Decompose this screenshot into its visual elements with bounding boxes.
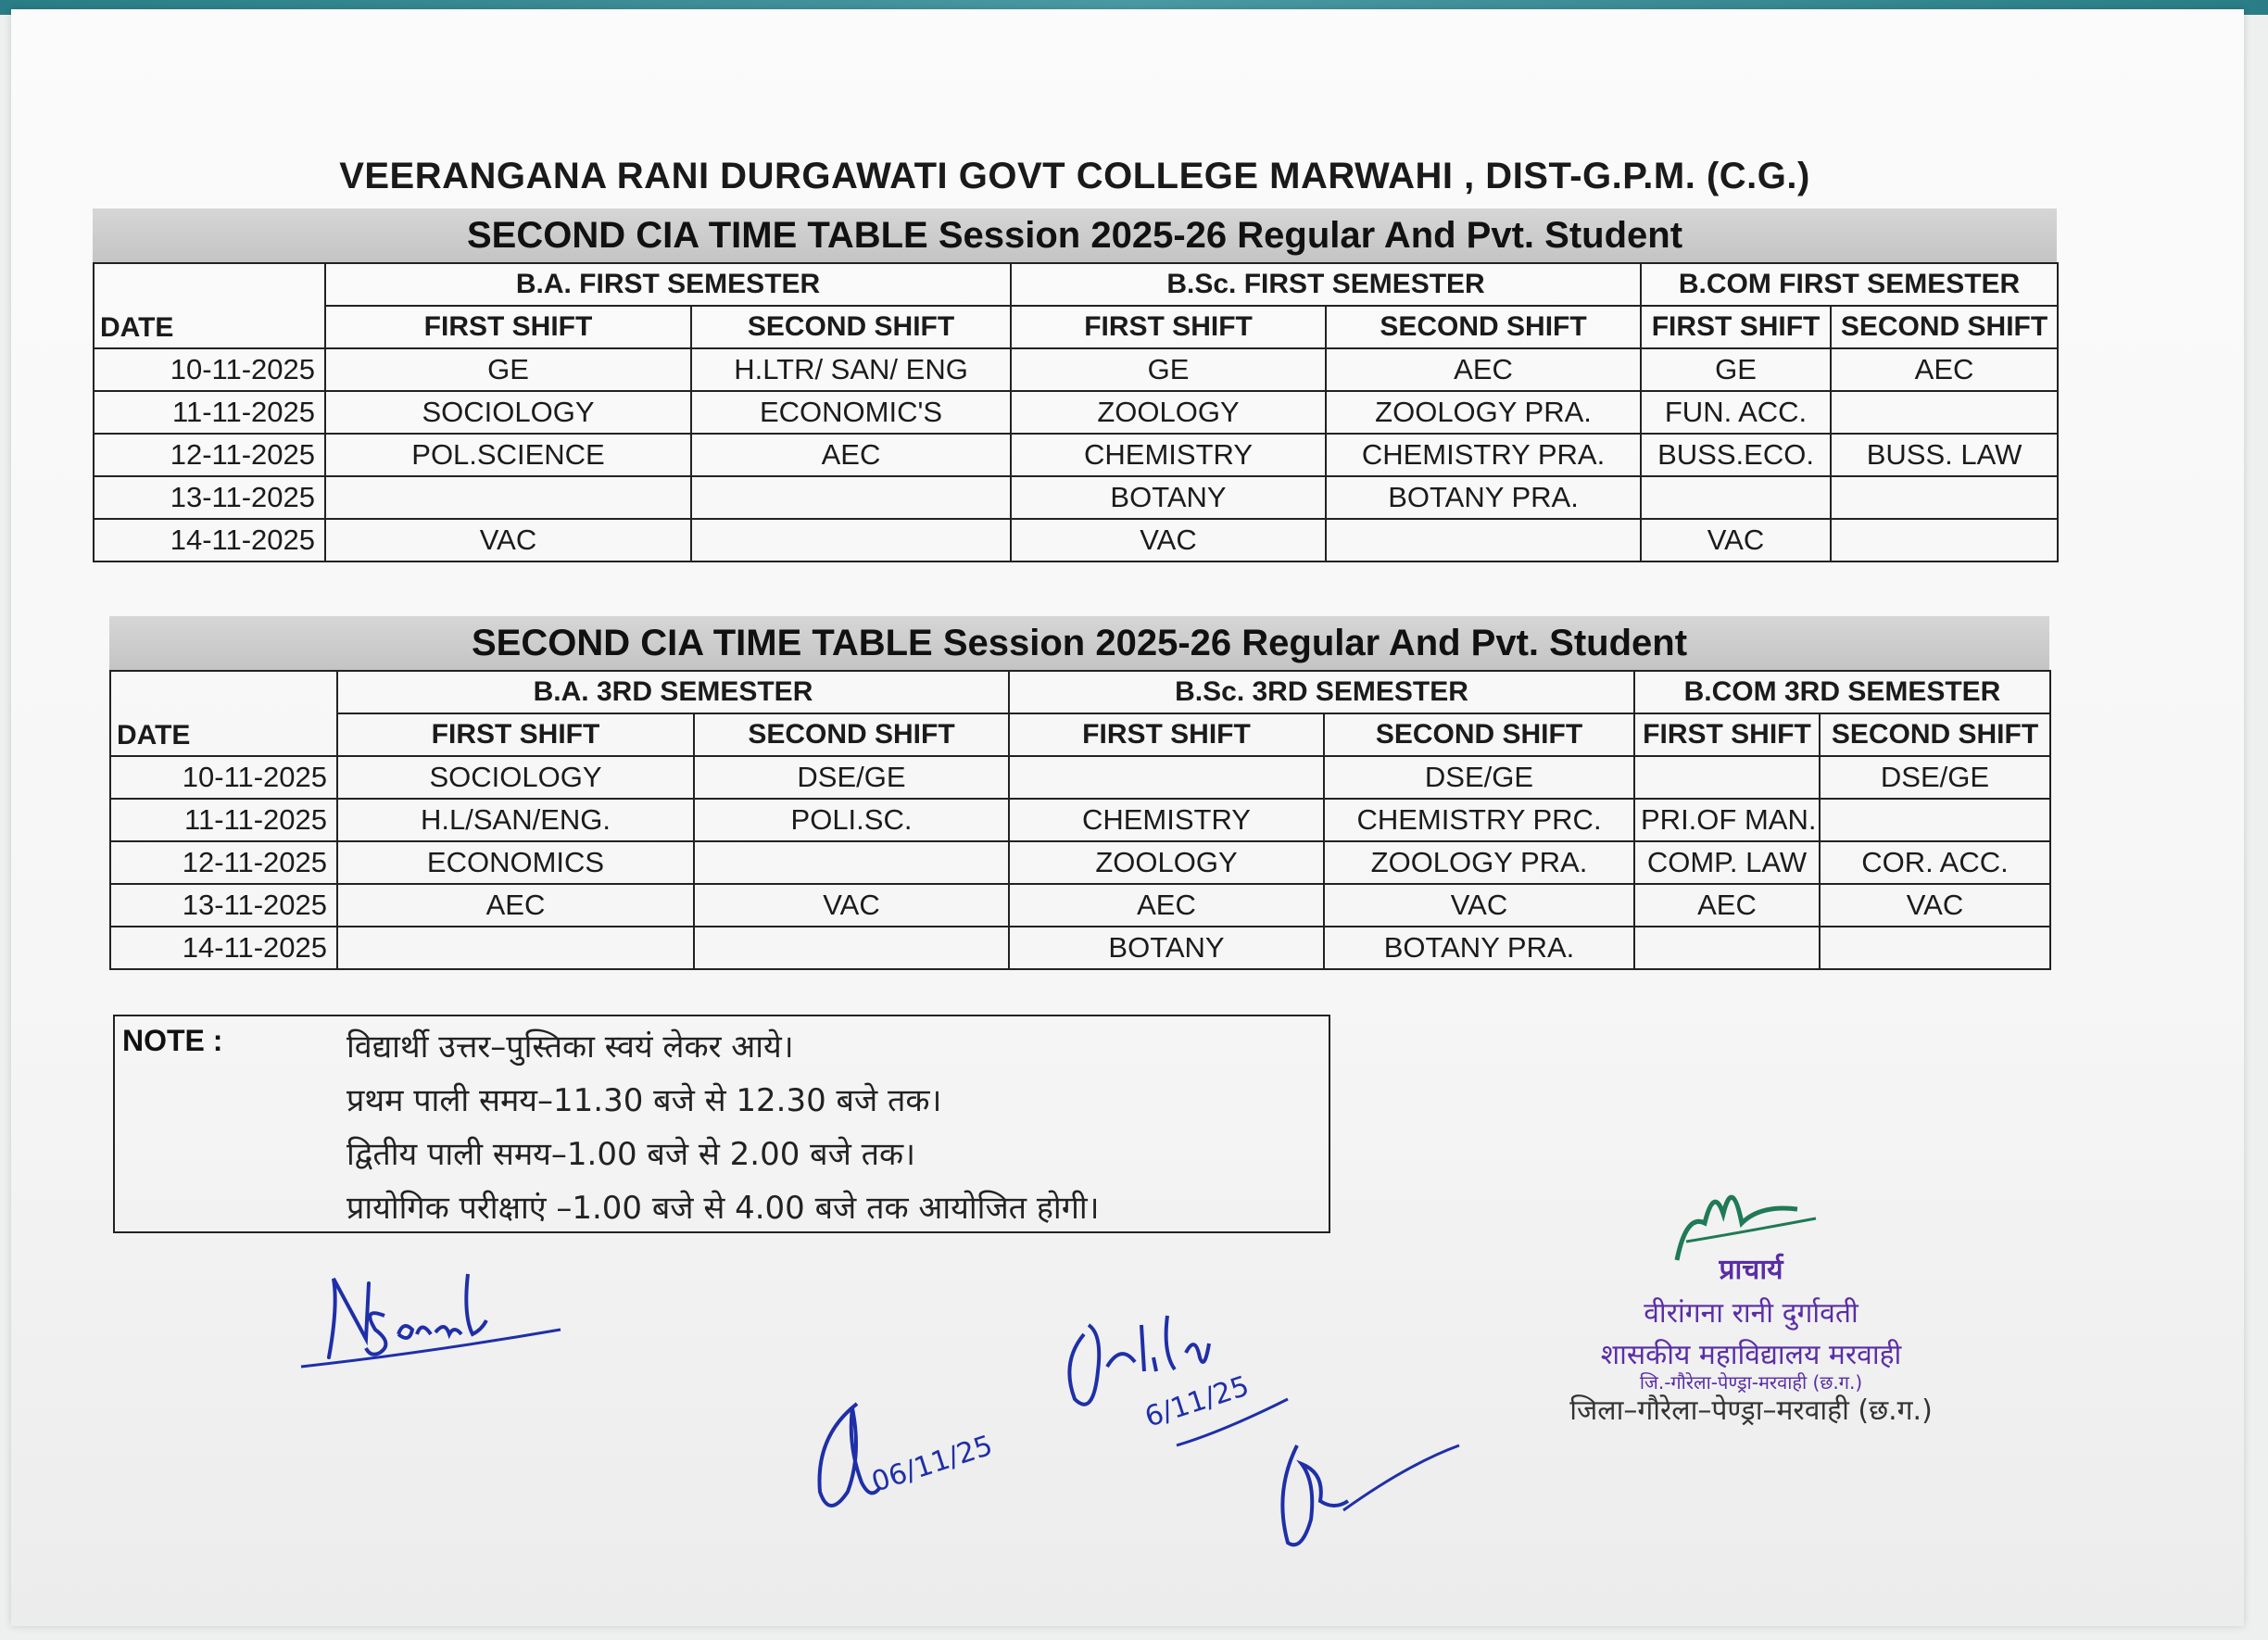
table-row — [94, 391, 2058, 434]
timetable-third-semester — [109, 616, 2049, 970]
subject-cell — [1641, 476, 1831, 519]
subject-cell — [1820, 799, 2050, 841]
subject-cell: POL.SCIENCE — [325, 434, 691, 476]
timetable-first-semester — [93, 208, 2057, 562]
date-cell: 12-11-2025 — [94, 434, 325, 476]
shift-header: SECOND SHIFT — [1820, 713, 2050, 756]
subject-cell — [1009, 756, 1324, 799]
subject-cell: COMP. LAW — [1634, 841, 1820, 884]
subject-cell: DSE/GE — [1820, 756, 2050, 799]
subject-cell — [694, 841, 1009, 884]
table-row — [110, 884, 2050, 927]
subject-cell: VAC — [1820, 884, 2050, 927]
signature-middle-1 — [806, 1381, 1019, 1529]
subject-cell: BOTANY PRA. — [1324, 927, 1634, 969]
timetable-table — [109, 670, 2051, 970]
subject-cell — [691, 519, 1011, 561]
subject-cell: PRI.OF MAN. — [1634, 799, 1820, 841]
group-header-bcom: B.COM 3RD SEMESTER — [1634, 671, 2050, 713]
date-header: DATE — [94, 263, 325, 348]
subject-cell: BUSS. LAW — [1831, 434, 2058, 476]
seal-line: जिला–गौरेला–पेण्ड्रा–मरवाही (छ.ग.) — [1569, 1394, 1933, 1427]
date-cell: 14-11-2025 — [94, 519, 325, 561]
subject-cell: VAC — [325, 519, 691, 561]
shift-header: FIRST SHIFT — [1634, 713, 1820, 756]
seal-title: प्राचार्य — [1719, 1254, 1783, 1286]
subject-cell: ZOOLOGY PRA. — [1326, 391, 1641, 434]
subject-cell: ZOOLOGY — [1011, 391, 1326, 434]
subject-cell: SOCIOLOGY — [337, 756, 694, 799]
svg-text:06/11/25: 06/11/25 — [867, 1429, 997, 1499]
subject-cell: AEC — [1634, 884, 1820, 927]
table-row — [94, 519, 2058, 561]
note-label: NOTE : — [122, 1024, 223, 1057]
date-cell: 14-11-2025 — [110, 927, 337, 969]
shift-header: SECOND SHIFT — [1326, 306, 1641, 348]
group-header-ba: B.A. 3RD SEMESTER — [337, 671, 1009, 713]
note-line: विद्यार्थी उत्तर–पुस्तिका स्वयं लेकर आये। — [346, 1028, 794, 1066]
group-header-bsc: B.Sc. 3RD SEMESTER — [1009, 671, 1634, 713]
subject-cell — [1831, 519, 2058, 561]
principal-seal — [1492, 1167, 2010, 1445]
subject-cell: ECONOMIC'S — [691, 391, 1011, 434]
subject-cell: BOTANY PRA. — [1326, 476, 1641, 519]
shift-header: SECOND SHIFT — [691, 306, 1011, 348]
subject-cell: SOCIOLOGY — [325, 391, 691, 434]
subject-cell: CHEMISTRY — [1011, 434, 1326, 476]
subject-cell: BUSS.ECO. — [1641, 434, 1831, 476]
subject-cell: VAC — [1324, 884, 1634, 927]
date-cell: 10-11-2025 — [110, 756, 337, 799]
subject-cell: GE — [1641, 348, 1831, 391]
signature-middle-3 — [1269, 1427, 1473, 1557]
shift-header: SECOND SHIFT — [1831, 306, 2058, 348]
timetable-title: SECOND CIA TIME TABLE Session 2025-26 Regular And Pvt. Student — [109, 616, 2049, 670]
subject-cell: CHEMISTRY PRA. — [1326, 434, 1641, 476]
subject-cell — [1634, 756, 1820, 799]
svg-text:6/11/25: 6/11/25 — [1140, 1369, 1254, 1434]
group-header-ba: B.A. FIRST SEMESTER — [325, 263, 1011, 306]
table-row — [110, 841, 2050, 884]
subject-cell: DSE/GE — [1324, 756, 1634, 799]
subject-cell: POLI.SC. — [694, 799, 1009, 841]
subject-cell: COR. ACC. — [1820, 841, 2050, 884]
subject-cell — [325, 476, 691, 519]
shift-header: SECOND SHIFT — [1324, 713, 1634, 756]
shift-header: SECOND SHIFT — [694, 713, 1009, 756]
subject-cell: CHEMISTRY — [1009, 799, 1324, 841]
table-row — [110, 799, 2050, 841]
date-cell: 13-11-2025 — [94, 476, 325, 519]
subject-cell: VAC — [1641, 519, 1831, 561]
subject-cell — [1634, 927, 1820, 969]
subject-cell: BOTANY — [1009, 927, 1324, 969]
shift-header: FIRST SHIFT — [1009, 713, 1324, 756]
seal-line: जि.-गौरेला-पेण्ड्रा-मरवाही (छ.ग.) — [1639, 1371, 1863, 1394]
date-cell: 11-11-2025 — [94, 391, 325, 434]
subject-cell: H.L/SAN/ENG. — [337, 799, 694, 841]
subject-cell: AEC — [1326, 348, 1641, 391]
subject-cell: BOTANY — [1011, 476, 1326, 519]
subject-cell — [1326, 519, 1641, 561]
timetable-title: SECOND CIA TIME TABLE Session 2025-26 Regular And Pvt. Student — [93, 208, 2057, 262]
group-header-bcom: B.COM FIRST SEMESTER — [1641, 263, 2058, 306]
shift-header: FIRST SHIFT — [325, 306, 691, 348]
subject-cell — [337, 927, 694, 969]
subject-cell — [1831, 391, 2058, 434]
timetable-table — [93, 262, 2059, 562]
subject-cell: H.LTR/ SAN/ ENG — [691, 348, 1011, 391]
subject-cell: VAC — [1011, 519, 1326, 561]
subject-cell: AEC — [337, 884, 694, 927]
subject-cell: FUN. ACC. — [1641, 391, 1831, 434]
note-line: द्वितीय पाली समय–1.00 बजे से 2.00 बजे तक। — [346, 1136, 915, 1173]
note-box — [113, 1015, 1330, 1233]
shift-header: FIRST SHIFT — [337, 713, 694, 756]
seal-line: शासकीय महाविद्यालय मरवाही — [1600, 1339, 1902, 1371]
group-header-bsc: B.Sc. FIRST SEMESTER — [1011, 263, 1641, 306]
shift-header: FIRST SHIFT — [1011, 306, 1326, 348]
date-cell: 12-11-2025 — [110, 841, 337, 884]
subject-cell: VAC — [694, 884, 1009, 927]
subject-cell: CHEMISTRY PRC. — [1324, 799, 1634, 841]
date-cell: 13-11-2025 — [110, 884, 337, 927]
subject-cell: AEC — [1831, 348, 2058, 391]
subject-cell: DSE/GE — [694, 756, 1009, 799]
table-row — [94, 476, 2058, 519]
subject-cell: ZOOLOGY PRA. — [1324, 841, 1634, 884]
subject-cell — [694, 927, 1009, 969]
college-title: VEERANGANA RANI DURGAWATI GOVT COLLEGE MARWAHI , DIST-G.P.M. (C.G.) — [339, 156, 1810, 196]
subject-cell — [1831, 476, 2058, 519]
date-cell: 11-11-2025 — [110, 799, 337, 841]
date-header: DATE — [110, 671, 337, 756]
subject-cell: ZOOLOGY — [1009, 841, 1324, 884]
subject-cell — [691, 476, 1011, 519]
table-row — [94, 348, 2058, 391]
table-row — [110, 927, 2050, 969]
date-cell: 10-11-2025 — [94, 348, 325, 391]
subject-cell: ECONOMICS — [337, 841, 694, 884]
note-lines — [346, 1020, 1100, 1235]
subject-cell — [1820, 927, 2050, 969]
shift-header: FIRST SHIFT — [1641, 306, 1831, 348]
subject-cell: GE — [325, 348, 691, 391]
seal-line: वीरांगना रानी दुर्गावती — [1644, 1297, 1858, 1330]
note-line: प्रथम पाली समय–11.30 बजे से 12.30 बजे तक। — [346, 1082, 942, 1119]
signature-left — [296, 1242, 574, 1381]
table-row — [110, 756, 2050, 799]
subject-cell: AEC — [691, 434, 1011, 476]
subject-cell: AEC — [1009, 884, 1324, 927]
subject-cell: GE — [1011, 348, 1326, 391]
table-row — [94, 434, 2058, 476]
note-line: प्रायोगिक परीक्षाएं –1.00 बजे से 4.00 बजे तक आयोजित होगी। — [346, 1190, 1100, 1227]
